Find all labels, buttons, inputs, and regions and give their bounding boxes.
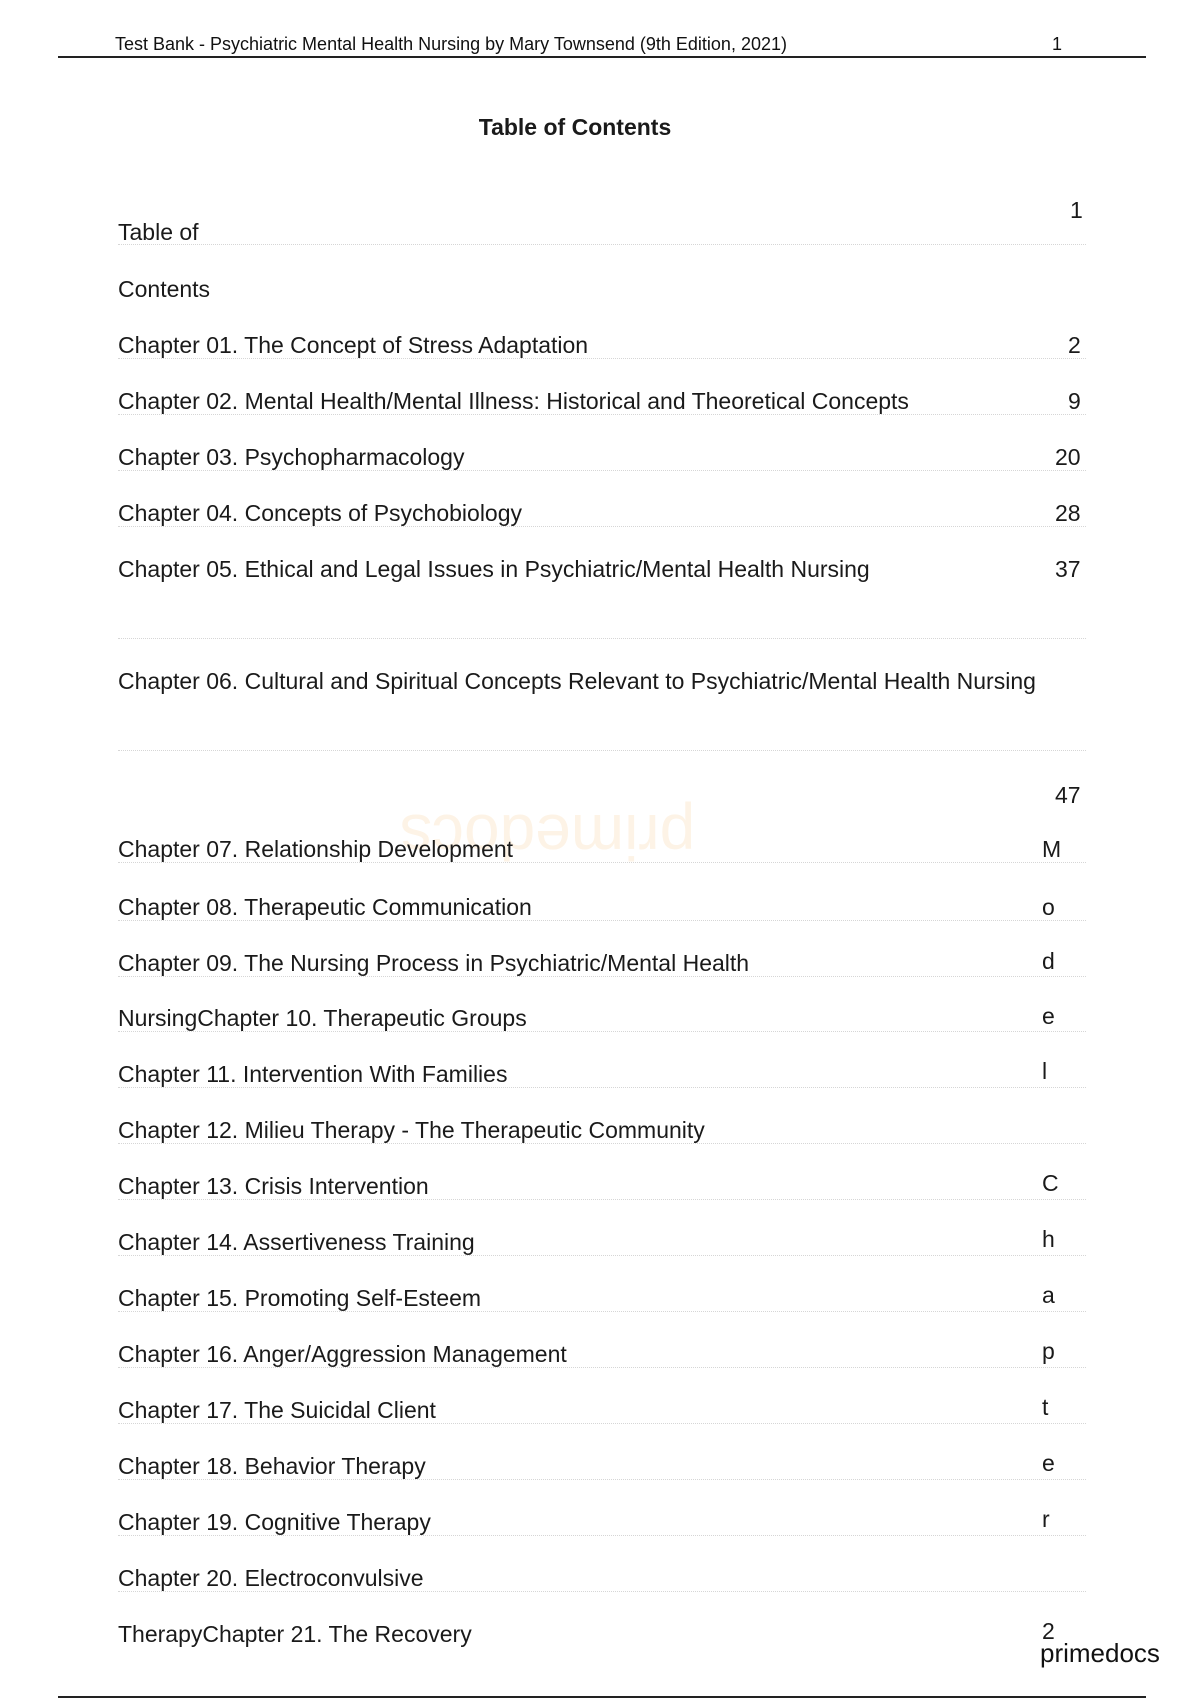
toc-chapter-title[interactable]: Chapter 13. Crisis Intervention — [118, 1173, 429, 1199]
toc-chapter-page: e — [1042, 1003, 1055, 1029]
toc-chapter-title[interactable]: Chapter 18. Behavior Therapy — [118, 1453, 426, 1479]
header-page-number: 1 — [1052, 34, 1063, 54]
toc-chapter-page: d — [1042, 948, 1055, 974]
toc-chapter-page: C — [1042, 1170, 1059, 1196]
toc-chapter-page: o — [1042, 894, 1055, 920]
toc-chapter-title[interactable]: Chapter 02. Mental Health/Mental Illness: Historical and Theoretical Concepts — [118, 388, 909, 414]
dot-leader — [118, 1087, 1086, 1088]
toc-chapter-page: 37 — [1055, 556, 1081, 582]
toc-chapter-title[interactable]: Chapter 07. Relationship Development — [118, 836, 514, 862]
dot-leader — [118, 638, 1086, 639]
brand-logo-text: primedocs — [1040, 1638, 1160, 1668]
dot-leader — [118, 1535, 1086, 1536]
toc-chapter-title[interactable]: Chapter 08. Therapeutic Communication — [118, 894, 532, 920]
toc-chapter-page: 47 — [1055, 782, 1081, 808]
dot-leader — [118, 1367, 1086, 1368]
toc-title: Table of Contents — [478, 114, 672, 140]
toc-chapter-title[interactable]: Chapter 19. Cognitive Therapy — [118, 1509, 431, 1535]
dot-leader — [118, 976, 1086, 977]
toc-chapter-title[interactable]: Chapter 14. Assertiveness Training — [118, 1229, 475, 1255]
toc-chapter-page: 28 — [1055, 500, 1081, 526]
dot-leader — [118, 920, 1086, 921]
toc-chapter-page: t — [1042, 1394, 1049, 1420]
toc-chapter-title[interactable]: Chapter 01. The Concept of Stress Adaptation — [118, 332, 589, 358]
toc-chapter-page: a — [1042, 1282, 1055, 1308]
dot-leader — [118, 862, 1086, 863]
toc-chapter-page: e — [1042, 1450, 1055, 1476]
toc-chapter-title[interactable]: Chapter 15. Promoting Self-Esteem — [118, 1285, 482, 1311]
toc-chapter-title[interactable]: Chapter 03. Psychopharmacology — [118, 444, 465, 470]
toc-chapter-title[interactable]: Chapter 16. Anger/Aggression Management — [118, 1341, 567, 1367]
toc-chapter-title[interactable]: Chapter 12. Milieu Therapy - The Therapeutic Community — [118, 1117, 705, 1143]
toc-chapter-page: l — [1042, 1058, 1048, 1084]
toc-chapter-title[interactable]: Chapter 04. Concepts of Psychobiology — [118, 500, 523, 526]
toc-chapter-page: M — [1042, 836, 1062, 862]
dot-leader — [118, 1255, 1086, 1256]
dot-leader — [118, 526, 1086, 527]
dot-leader — [118, 1479, 1086, 1480]
footer-rule — [58, 1696, 1146, 1698]
toc-chapter-title[interactable]: TherapyChapter 21. The Recovery — [118, 1621, 472, 1647]
dot-leader — [118, 1423, 1086, 1424]
toc-chapter-title[interactable]: Chapter 09. The Nursing Process in Psychiatric/Mental Health — [118, 950, 750, 976]
toc-page-number: 1 — [1070, 197, 1083, 223]
dot-leader — [118, 1199, 1086, 1200]
dot-leader — [118, 1143, 1086, 1144]
toc-chapter-title[interactable]: Chapter 20. Electroconvulsive — [118, 1565, 424, 1591]
toc-chapter-page: h — [1042, 1226, 1055, 1252]
running-header: Test Bank - Psychiatric Mental Health Nursing by Mary Townsend (9th Edition, 2021) — [115, 34, 787, 54]
dot-leader — [118, 1031, 1086, 1032]
dot-leader — [118, 750, 1086, 751]
toc-chapter-page: p — [1042, 1338, 1055, 1364]
toc-chapter-title[interactable]: Chapter 05. Ethical and Legal Issues in Psychiatric/Mental Health Nursing — [118, 556, 870, 582]
toc-chapter-title[interactable]: NursingChapter 10. Therapeutic Groups — [118, 1005, 527, 1031]
dot-leader — [118, 358, 1086, 359]
toc-chapter-page: 9 — [1068, 388, 1081, 414]
dot-leader — [118, 1591, 1086, 1592]
dot-leader — [118, 244, 1086, 245]
toc-chapter-title[interactable]: Chapter 11. Intervention With Families — [118, 1061, 508, 1087]
dot-leader — [118, 470, 1086, 471]
toc-chapter-title[interactable]: Chapter 06. Cultural and Spiritual Concepts Relevant to Psychiatric/Mental Health Nursing — [118, 668, 1036, 694]
toc-entry-label: Table of — [118, 219, 199, 245]
toc-chapter-page: 2 — [1068, 332, 1081, 358]
toc-chapter-page: r — [1042, 1506, 1050, 1532]
toc-chapter-title[interactable]: Chapter 17. The Suicidal Client — [118, 1397, 436, 1423]
dot-leader — [118, 414, 1086, 415]
header-rule — [58, 56, 1146, 58]
watermark: primedocs — [400, 801, 696, 873]
toc-chapter-page: 20 — [1055, 444, 1081, 470]
toc-chapter-page: 2 — [1042, 1618, 1055, 1644]
toc-entry-label: Contents — [118, 276, 211, 302]
dot-leader — [118, 1311, 1086, 1312]
